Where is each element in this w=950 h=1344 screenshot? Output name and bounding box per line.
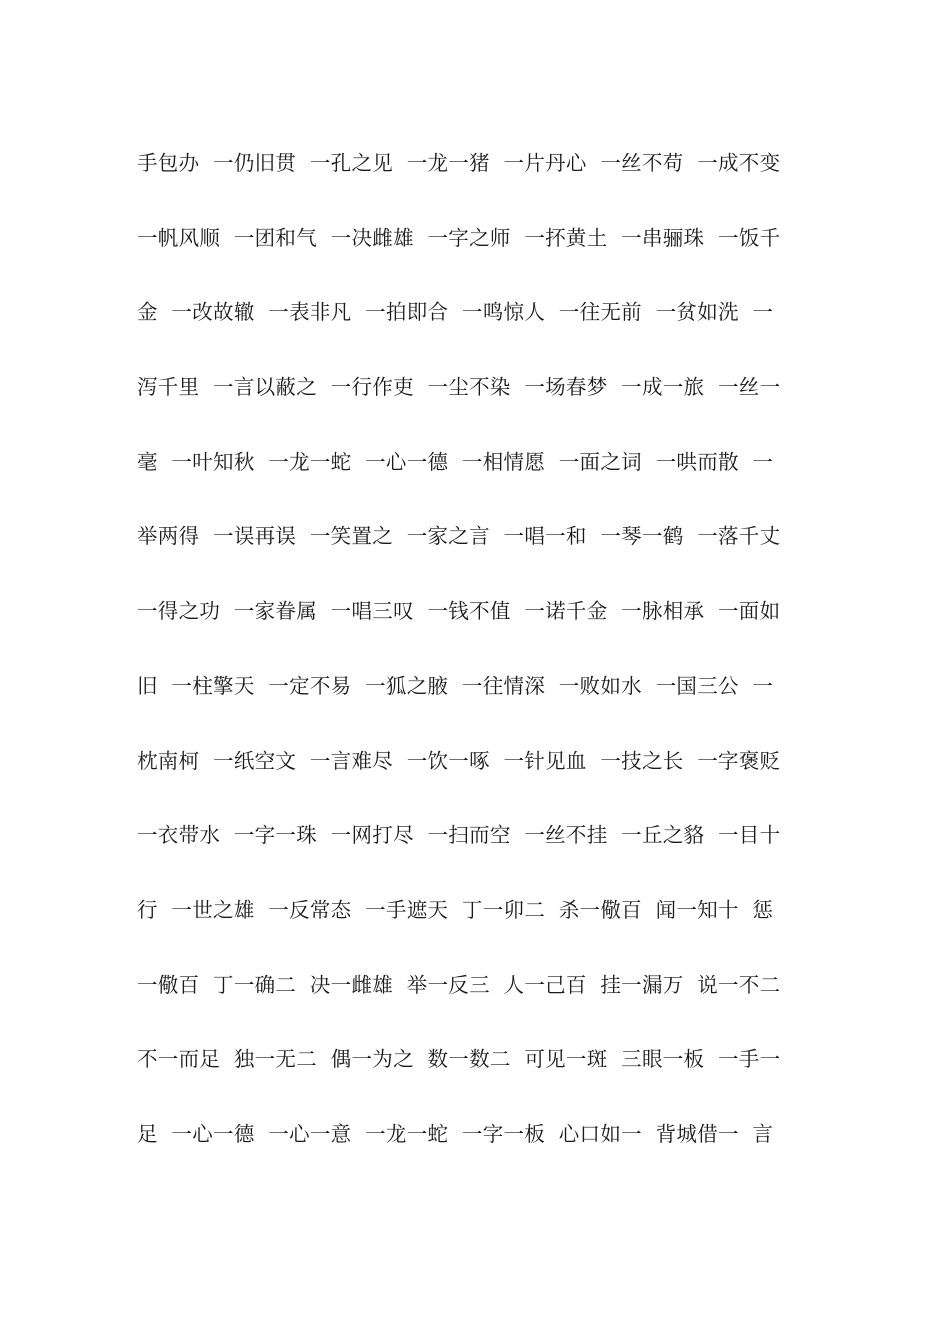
text-line: 一得之功 一家眷属 一唱三叹 一钱不值 一诺千金 一脉相承 一面如	[137, 599, 781, 624]
text-line: 金 一改故辙 一表非凡 一拍即合 一鸣惊人 一往无前 一贫如洗 一	[137, 300, 774, 325]
text-line: 毫 一叶知秋 一龙一蛇 一心一德 一相情愿 一面之词 一哄而散 一	[137, 449, 774, 474]
idiom-text-block	[137, 145, 817, 1191]
text-line: 足 一心一德 一心一意 一龙一蛇 一字一板 心口如一 背城借一 言	[137, 1121, 774, 1146]
text-line: 旧 一柱擎天 一定不易 一狐之腋 一往情深 一败如水 一国三公 一	[137, 673, 774, 698]
text-line: 一帆风顺 一团和气 一决雌雄 一字之师 一抔黄土 一串骊珠 一饭千	[137, 225, 781, 250]
text-line: 行 一世之雄 一反常态 一手遮天 丁一卯二 杀一儆百 闻一知十 惩	[137, 897, 774, 922]
text-line: 枕南柯 一纸空文 一言难尽 一饮一啄 一针见血 一技之长 一字褒贬	[137, 748, 781, 773]
text-line: 举两得 一误再误 一笑置之 一家之言 一唱一和 一琴一鹤 一落千丈	[137, 524, 781, 549]
text-line: 一儆百 丁一确二 决一雌雄 举一反三 人一己百 挂一漏万 说一不二	[137, 972, 781, 997]
text-line: 不一而足 独一无二 偶一为之 数一数二 可见一斑 三眼一板 一手一	[137, 1047, 781, 1072]
text-line: 一衣带水 一字一珠 一网打尽 一扫而空 一丝不挂 一丘之貉 一目十	[137, 823, 781, 848]
text-line: 手包办 一仍旧贯 一孔之见 一龙一猪 一片丹心 一丝不苟 一成不变	[137, 151, 781, 175]
text-line: 泻千里 一言以蔽之 一行作吏 一尘不染 一场春梦 一成一旅 一丝一	[137, 375, 781, 400]
